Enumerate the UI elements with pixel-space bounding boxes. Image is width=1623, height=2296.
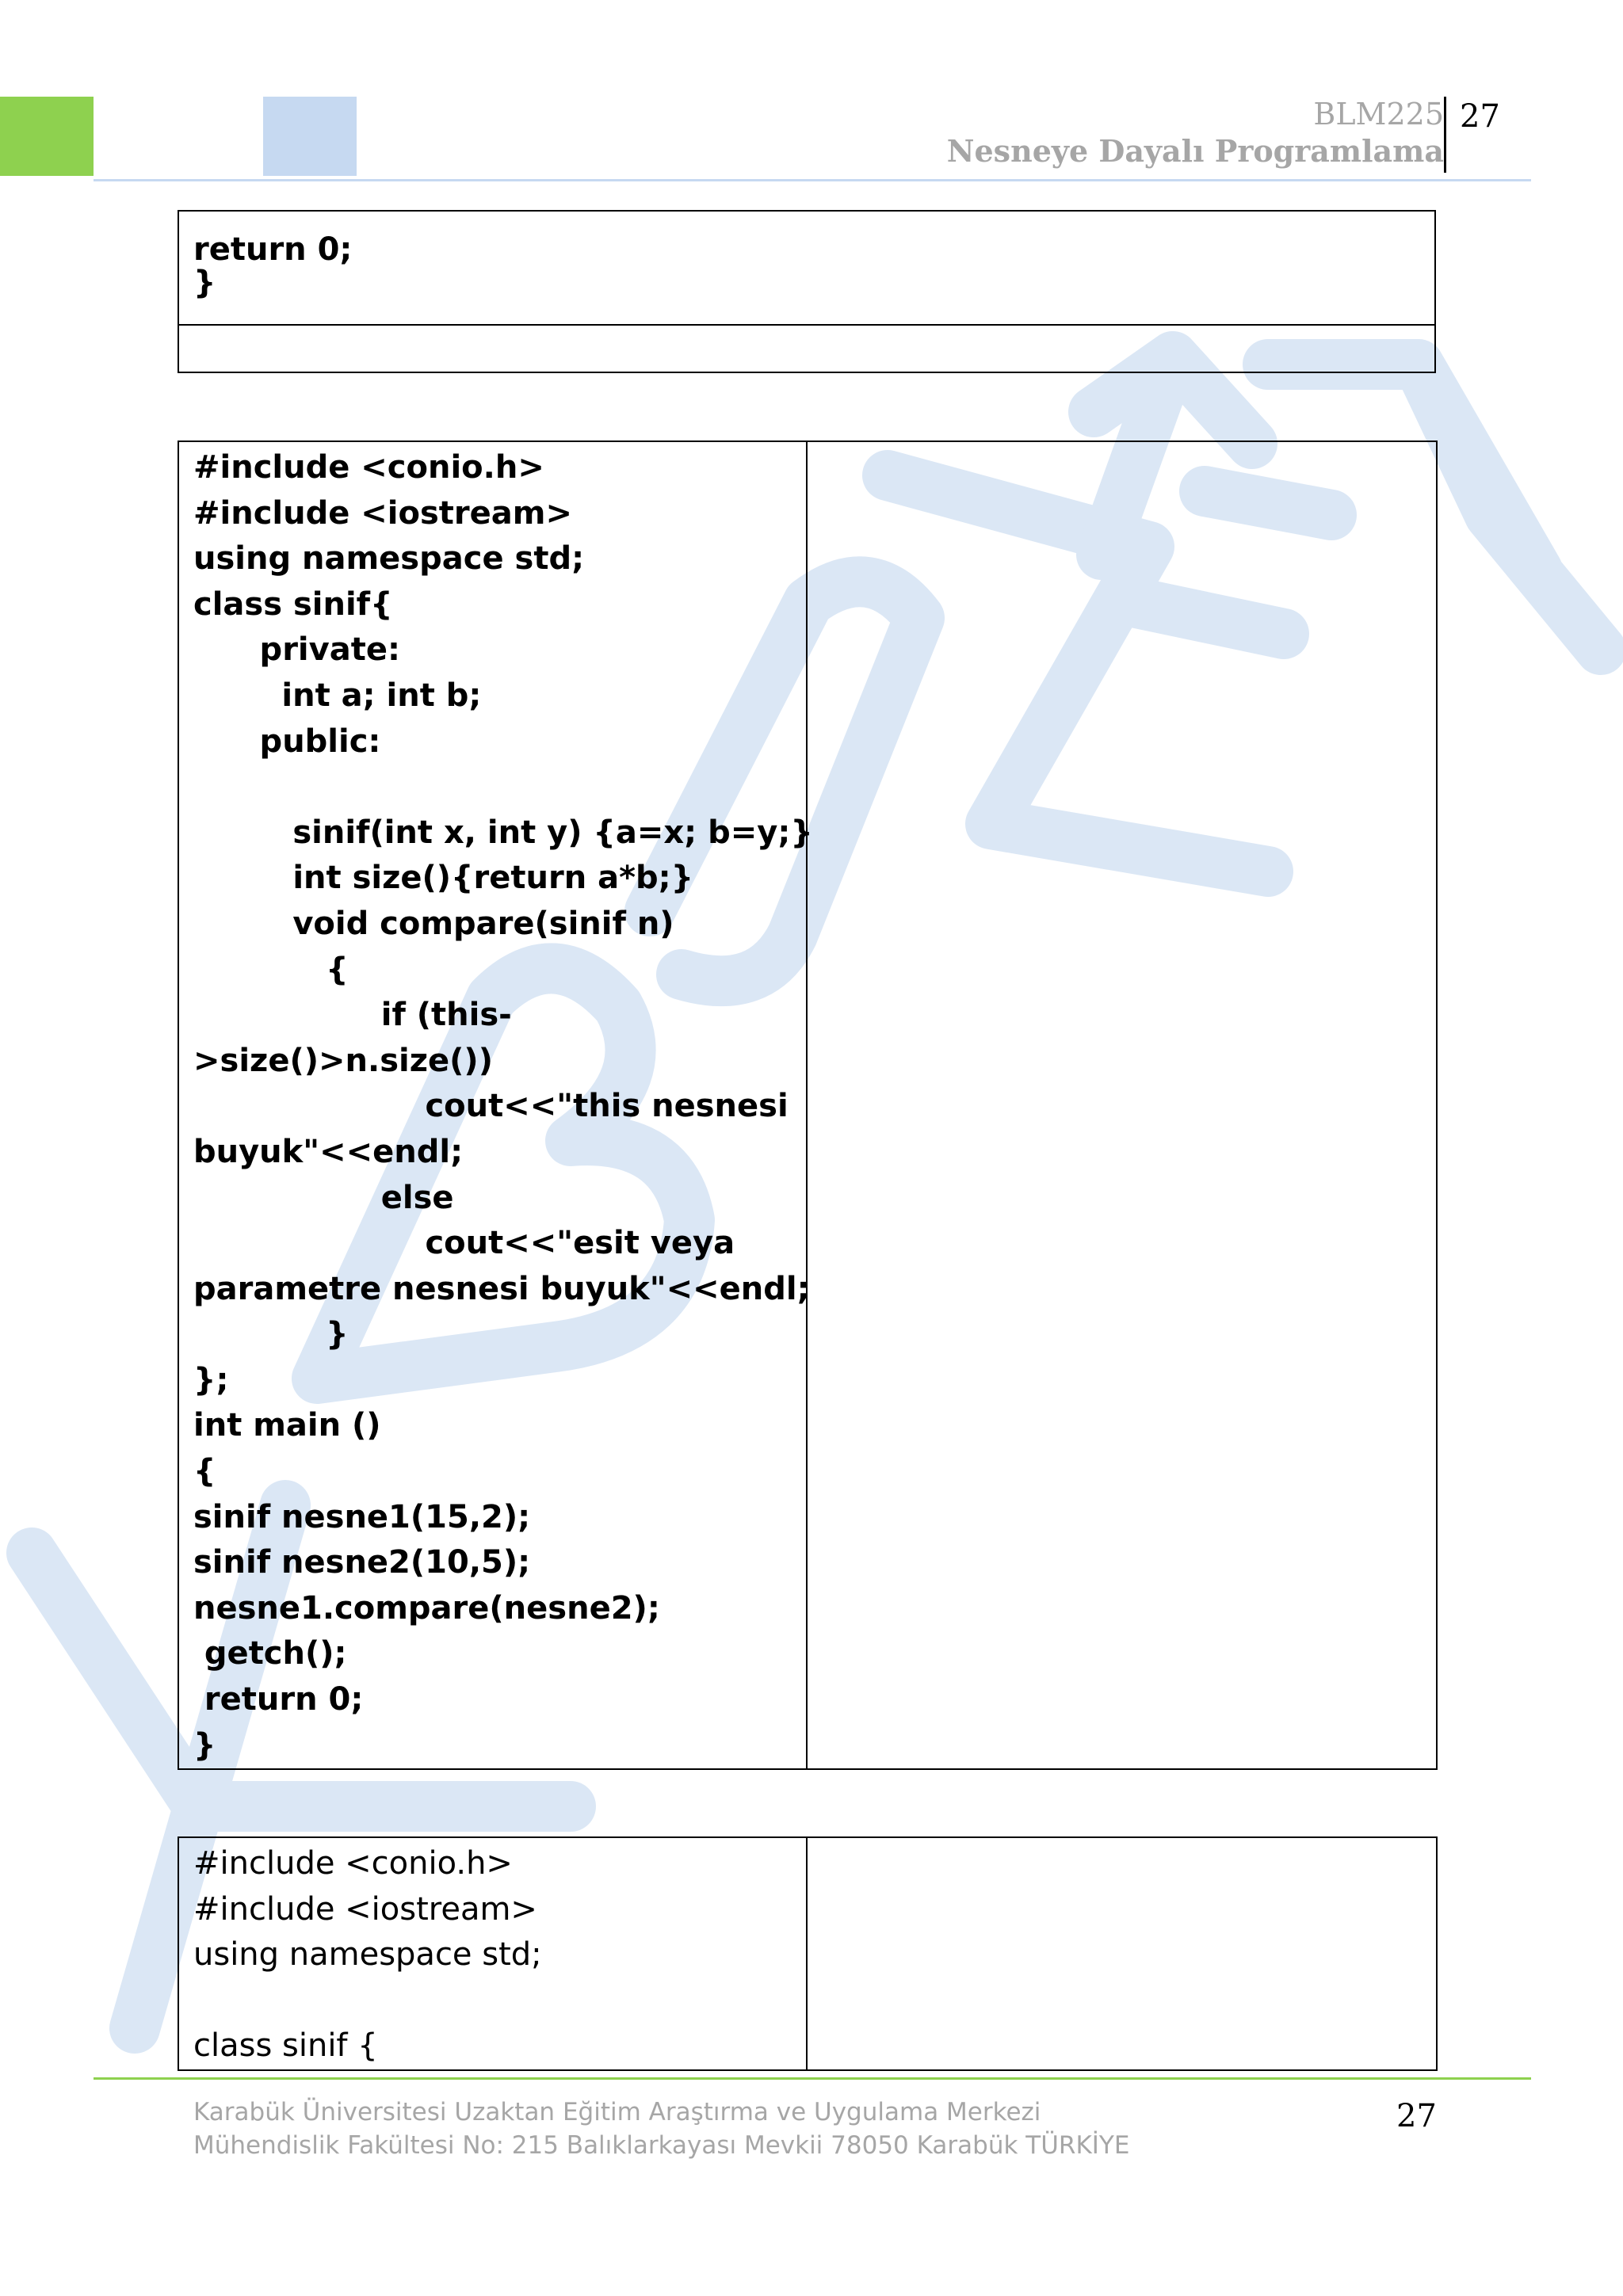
footer-address: Mühendislik Fakültesi No: 215 Balıklarkayası Mevkii 78050 Karabük TÜRKİYE xyxy=(193,2131,1130,2160)
code-box-1-line-brace: } xyxy=(193,265,216,301)
course-code: BLM225 xyxy=(1313,97,1444,132)
header-rule xyxy=(94,179,1531,181)
code-box-2-code-cell xyxy=(178,441,813,1769)
footer-institution: Karabük Üniversitesi Uzaktan Eğitim Araştırma ve Uygulama Merkezi xyxy=(193,2098,1041,2126)
code-box-2 xyxy=(178,441,1438,1770)
code-box-2-code: #include <conio.h> #include <iostream> using namespace std; class sinif{ private: int a; int b; public: sinif(int x, int y) {a=x; b=y;} int size(){return a*b;} void compare(sinif n) { if (this- >size()>n.size()) cout<<"this nesnesi buyuk"<<endl; else cout<<"esit veya parametre nesnesi buyuk"<<endl; } }; int main () { sinif nesne1(15,2); sinif nesne2(10,5); nesne1.compare(nesne2); getch(); return 0; } xyxy=(193,449,813,1764)
code-box-1 xyxy=(178,210,1436,373)
footer-rule xyxy=(94,2077,1531,2080)
header-page-number: 27 xyxy=(1460,98,1500,135)
header-divider xyxy=(1444,97,1446,173)
code-box-2-output-cell xyxy=(807,441,1437,1769)
code-box-1-line-return: return 0; xyxy=(193,231,353,268)
code-box-3-code: #include <conio.h> #include <iostream> using namespace std; class sinif { xyxy=(193,1845,542,2065)
code-box-1-main-cell xyxy=(178,211,1435,325)
code-box-1-empty-cell xyxy=(178,325,1435,372)
header-blue-block xyxy=(263,97,357,176)
course-title: Nesneye Dayalı Programlama xyxy=(946,133,1444,169)
header-green-block xyxy=(0,97,94,176)
footer-page-number: 27 xyxy=(1396,2098,1437,2134)
code-box-3-output-cell xyxy=(807,1837,1437,2070)
code-box-3 xyxy=(178,1836,1438,2071)
code-box-3-code-cell xyxy=(178,1837,807,2070)
